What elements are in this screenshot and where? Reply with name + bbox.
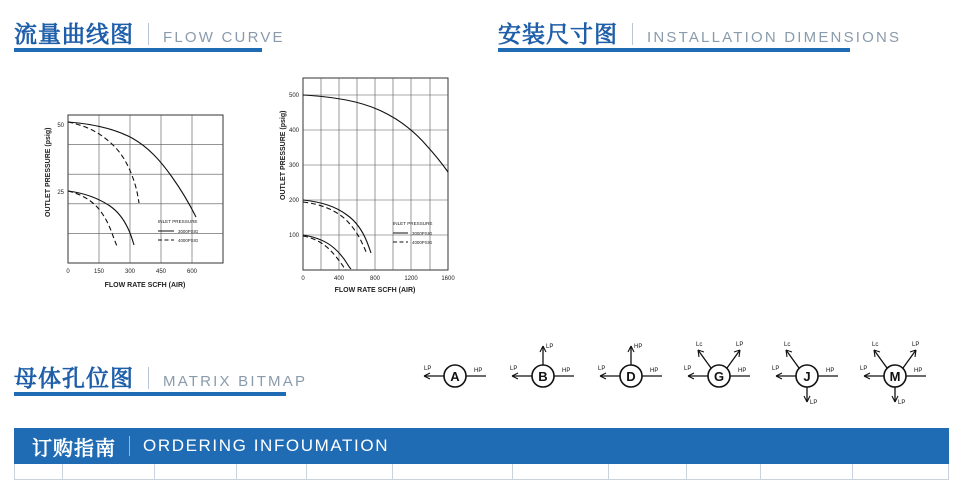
table-cell (609, 464, 687, 480)
section-heading-en: MATRIX BITMAP (163, 373, 308, 390)
matrix-letter: D (626, 369, 636, 384)
section-heading-cn: 母体孔位图 (14, 365, 134, 391)
table-cell (687, 464, 761, 480)
matrix-port-label: LP (912, 342, 920, 348)
chart1-legend-1: 4000PSIG (178, 238, 199, 243)
chart2-ytick-300: 300 (288, 163, 299, 169)
matrix-port-label: Lc (696, 342, 703, 348)
chart2-ytick-100: 100 (288, 233, 299, 239)
matrix-symbol-D (586, 336, 676, 406)
matrix-port-label: LP (898, 400, 906, 406)
table-cell (63, 464, 155, 480)
matrix-symbol-svg (586, 336, 676, 406)
chart2-ytick-200: 200 (288, 198, 299, 204)
matrix-port-label: LP (810, 400, 818, 406)
section-heading-en: FLOW CURVE (163, 29, 285, 46)
chart1-legend-title: INLET PRESSURE (158, 219, 198, 224)
chart2-legend-1: 4000PSIG (412, 240, 433, 245)
chart1-ytick-25: 25 (57, 190, 64, 196)
section-underline-installation (498, 48, 850, 52)
ordering-heading-cn: 订购指南 (32, 437, 116, 460)
section-underline-flow-curve (14, 48, 262, 52)
matrix-symbol-J (762, 336, 852, 406)
section-heading-cn: 流量曲线图 (14, 21, 134, 47)
ordering-information-bar (14, 428, 949, 464)
chart2-xlabel: FLOW RATE SCFH (AIR) (334, 287, 416, 294)
chart1-xtick-450: 450 (155, 269, 167, 275)
matrix-letter: G (713, 369, 725, 384)
matrix-port-label: LP (598, 366, 606, 372)
chart2-xtick-1200: 1200 (404, 276, 418, 282)
chart2-ylabel: OUTLET PRESSURE (psig) (280, 110, 287, 200)
flow-curve-chart-large (275, 70, 460, 300)
table-cell (761, 464, 853, 480)
matrix-port-label: HP (738, 368, 747, 374)
chart2-xtick-0: 0 (301, 276, 305, 282)
matrix-symbol-A (410, 336, 500, 406)
table-cell (155, 464, 237, 480)
matrix-letter: J (803, 369, 811, 384)
matrix-port-label: LP (546, 344, 554, 350)
table-cell (307, 464, 393, 480)
matrix-port-label: HP (634, 344, 643, 350)
matrix-letter: M (889, 369, 901, 384)
matrix-port-label: HP (474, 368, 483, 374)
matrix-letter: B (538, 369, 548, 384)
matrix-symbol-svg (850, 336, 940, 406)
matrix-bitmap-symbols (410, 336, 940, 406)
chart2-xtick-1600: 1600 (441, 276, 455, 282)
chart1-xtick-150: 150 (93, 269, 105, 275)
matrix-symbol-B (498, 336, 588, 406)
ordering-heading-en: ORDERING INFOUMATION (143, 436, 390, 455)
matrix-port-label: HP (826, 368, 835, 374)
chart2-legend-0: 3000PSIG (412, 231, 433, 236)
matrix-symbol-M (850, 336, 940, 406)
chart2-legend-title: INLET PRESSURE (393, 221, 433, 226)
table-cell (393, 464, 513, 480)
chart2-ytick-400: 400 (288, 128, 299, 134)
table-cell (853, 464, 949, 480)
matrix-port-label: LP (860, 366, 868, 372)
chart1-xtick-300: 300 (124, 269, 136, 275)
chart2-xtick-400: 400 (333, 276, 345, 282)
chart-svg (40, 105, 250, 295)
section-underline-matrix (14, 392, 286, 396)
matrix-port-label: Lc (872, 342, 879, 348)
heading-divider (148, 23, 149, 45)
matrix-port-label: LP (510, 366, 518, 372)
matrix-port-label: LP (424, 366, 432, 372)
matrix-port-label: LP (772, 366, 780, 372)
heading-divider (632, 23, 633, 45)
chart1-xtick-0: 0 (66, 269, 70, 275)
matrix-symbol-svg (498, 336, 588, 406)
matrix-port-label: LP (684, 366, 692, 372)
matrix-symbol-G (674, 336, 764, 406)
chart2-ytick-500: 500 (288, 93, 299, 99)
chart-svg (275, 70, 460, 295)
matrix-port-label: HP (650, 368, 659, 374)
matrix-port-label: Lc (784, 342, 791, 348)
heading-divider (148, 367, 149, 389)
chart1-xtick-600: 600 (186, 269, 198, 275)
ordering-table (14, 464, 950, 480)
flow-curve-chart-small (40, 105, 250, 300)
matrix-symbol-svg (674, 336, 764, 406)
matrix-port-label: HP (914, 368, 923, 374)
chart1-ytick-50: 50 (57, 123, 64, 129)
matrix-symbol-svg (762, 336, 852, 406)
section-heading-cn: 安装尺寸图 (498, 21, 618, 47)
chart2-xtick-800: 800 (369, 276, 381, 282)
chart1-ylabel: OUTLET PRESSURE (psig) (45, 127, 52, 217)
matrix-port-label: LP (736, 342, 744, 348)
matrix-port-label: HP (562, 368, 571, 374)
section-heading-en: INSTALLATION DIMENSIONS (647, 29, 902, 46)
table-cell (15, 464, 63, 480)
matrix-letter: A (450, 369, 460, 384)
matrix-symbol-svg (410, 336, 500, 406)
ordering-heading-divider (129, 436, 130, 456)
chart1-xlabel: FLOW RATE SCFH (AIR) (104, 282, 186, 289)
chart1-legend-0: 3000PSIG (178, 229, 199, 234)
table-cell (513, 464, 609, 480)
table-cell (237, 464, 307, 480)
